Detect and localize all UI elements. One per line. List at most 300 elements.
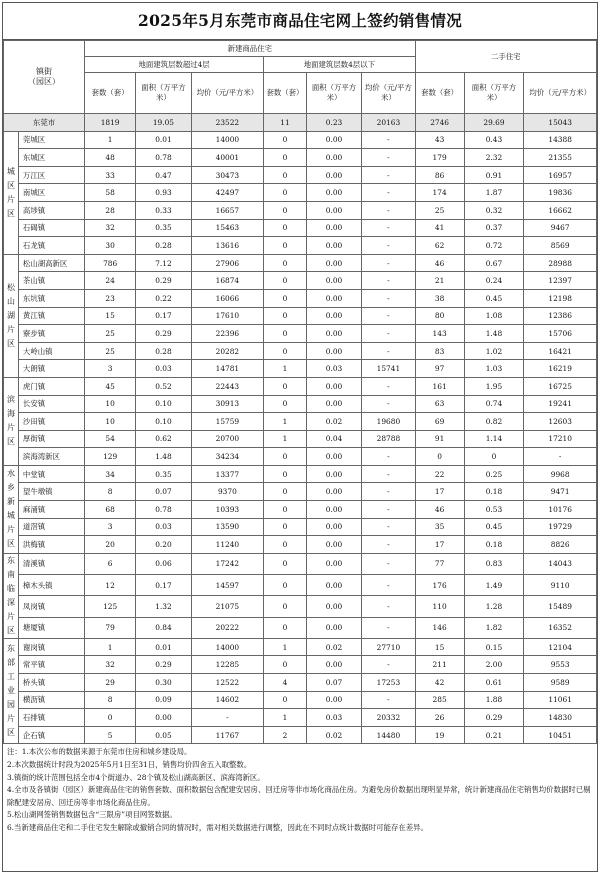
- table-row: [4, 272, 597, 290]
- table-cell: 27906: [191, 254, 264, 272]
- table-cell: 2: [264, 726, 307, 744]
- table-cell: -: [362, 656, 415, 674]
- table-cell: 9553: [524, 656, 597, 674]
- town-header: 镇街 （园区）: [4, 41, 85, 114]
- table-row: [4, 691, 597, 709]
- table-row: [4, 575, 597, 596]
- table-cell: 0.07: [306, 674, 361, 692]
- table-cell: 16421: [524, 342, 597, 360]
- table-cell: 0: [264, 575, 307, 596]
- table-cell: 9589: [524, 674, 597, 692]
- district-group-label: 松山湖片区: [4, 254, 19, 377]
- town-name: 茶山镇: [18, 272, 84, 290]
- table-row: [4, 131, 597, 149]
- table-cell: 211: [415, 656, 464, 674]
- table-cell: 0.67: [464, 254, 524, 272]
- table-cell: 0.24: [464, 272, 524, 290]
- town-name: 滨海湾新区: [18, 448, 84, 466]
- town-name: 长安镇: [18, 395, 84, 413]
- town-name: 麻涌镇: [18, 501, 84, 519]
- town-name: 石龙镇: [18, 237, 84, 255]
- table-cell: 28988: [524, 254, 597, 272]
- table-cell: 25: [85, 325, 136, 343]
- table-cell: 0.00: [306, 465, 361, 483]
- town-name: 常平镇: [18, 656, 84, 674]
- footnote: 2.本次数据统计时段为2025年5月1日至31日，销售均价四舍五入取整数。: [7, 760, 252, 769]
- table-cell: 14602: [191, 691, 264, 709]
- table-cell: 0.01: [136, 638, 191, 656]
- table-cell: 3: [85, 360, 136, 378]
- table-cell: 1.08: [464, 307, 524, 325]
- table-cell: -: [362, 149, 415, 167]
- second-hand-header: 二手住宅: [415, 41, 596, 73]
- table-cell: 1.49: [464, 575, 524, 596]
- table-row: [4, 617, 597, 638]
- table-row: [4, 465, 597, 483]
- table-cell: 38: [415, 289, 464, 307]
- table-cell: 26: [415, 709, 464, 727]
- table-cell: 0.00: [306, 272, 361, 290]
- town-name: 大朗镇: [18, 360, 84, 378]
- table-cell: 1: [264, 360, 307, 378]
- table-cell: 16219: [524, 360, 597, 378]
- town-name: 谢岗镇: [18, 638, 84, 656]
- footnote: 5.松山湖网签销售数据包含“三限房”项目网签数据。: [7, 810, 177, 820]
- table-cell: 0.22: [136, 289, 191, 307]
- table-row: [4, 289, 597, 307]
- total-value: 23522: [191, 114, 264, 132]
- table-cell: 20: [85, 536, 136, 554]
- table-cell: 19729: [524, 518, 597, 536]
- table-cell: 21075: [191, 596, 264, 617]
- table-row: [4, 674, 597, 692]
- table-row: [4, 726, 597, 744]
- table-cell: 0.02: [306, 638, 361, 656]
- table-cell: 0: [264, 149, 307, 167]
- table-cell: 285: [415, 691, 464, 709]
- table-cell: 0.00: [306, 307, 361, 325]
- table-cell: -: [362, 201, 415, 219]
- table-row: [4, 536, 597, 554]
- table-cell: 77: [415, 553, 464, 574]
- town-name: 高埗镇: [18, 201, 84, 219]
- table-cell: 0.91: [464, 166, 524, 184]
- table-cell: 17242: [191, 553, 264, 574]
- town-name: 洪梅镇: [18, 536, 84, 554]
- table-row: [4, 395, 597, 413]
- table-cell: 0.00: [306, 131, 361, 149]
- table-cell: -: [362, 166, 415, 184]
- table-cell: -: [362, 536, 415, 554]
- table-cell: 125: [85, 596, 136, 617]
- table-cell: 129: [85, 448, 136, 466]
- table-cell: 1.03: [464, 360, 524, 378]
- footnote: 3.镇街的统计范围包括全市4个街道办、28个镇及松山湖高新区、滨海湾新区。: [7, 772, 265, 782]
- town-name: 万江区: [18, 166, 84, 184]
- table-cell: 0.00: [306, 166, 361, 184]
- town-name: 道滘镇: [18, 518, 84, 536]
- table-cell: -: [362, 377, 415, 395]
- table-cell: 0: [264, 656, 307, 674]
- total-value: 15043: [524, 114, 597, 132]
- table-cell: 1.48: [464, 325, 524, 343]
- table-cell: 40001: [191, 149, 264, 167]
- table-cell: 14388: [524, 131, 597, 149]
- table-row: [4, 149, 597, 167]
- table-cell: -: [362, 395, 415, 413]
- table-cell: 1.95: [464, 377, 524, 395]
- table-cell: 0.02: [306, 413, 361, 431]
- table-cell: 0.00: [306, 536, 361, 554]
- table-cell: 0.29: [136, 325, 191, 343]
- table-cell: 9467: [524, 219, 597, 237]
- table-cell: 58: [85, 184, 136, 202]
- table-cell: 22: [415, 465, 464, 483]
- table-cell: 9968: [524, 465, 597, 483]
- table-cell: 30913: [191, 395, 264, 413]
- table-cell: -: [362, 325, 415, 343]
- total-label: 东莞市: [4, 114, 85, 132]
- table-cell: 16725: [524, 377, 597, 395]
- table-cell: -: [191, 709, 264, 727]
- table-cell: 16066: [191, 289, 264, 307]
- table-row: [4, 325, 597, 343]
- town-name: 东城区: [18, 149, 84, 167]
- table-cell: 0.28: [136, 342, 191, 360]
- table-cell: -: [362, 184, 415, 202]
- table-cell: 1.88: [464, 691, 524, 709]
- table-cell: 15: [85, 307, 136, 325]
- table-cell: 63: [415, 395, 464, 413]
- table-cell: 1.48: [136, 448, 191, 466]
- table-cell: 161: [415, 377, 464, 395]
- table-cell: -: [362, 289, 415, 307]
- table-row: [4, 166, 597, 184]
- table-cell: 0.78: [136, 149, 191, 167]
- table-cell: -: [524, 448, 597, 466]
- table-cell: 25: [85, 342, 136, 360]
- table-cell: 0.82: [464, 413, 524, 431]
- district-group-label: 东南临深片区: [4, 553, 19, 638]
- table-cell: 0.00: [306, 617, 361, 638]
- table-row: [4, 553, 597, 574]
- table-cell: 0.29: [136, 272, 191, 290]
- town-name: 樟木头镇: [18, 575, 84, 596]
- table-cell: 27710: [362, 638, 415, 656]
- table-cell: 0: [264, 465, 307, 483]
- table-cell: 6: [85, 553, 136, 574]
- table-cell: 0.00: [306, 575, 361, 596]
- table-row: [4, 219, 597, 237]
- table-cell: -: [362, 219, 415, 237]
- table-cell: 0: [264, 617, 307, 638]
- table-cell: 0: [415, 448, 464, 466]
- table-cell: 786: [85, 254, 136, 272]
- town-name: 寮步镇: [18, 325, 84, 343]
- table-cell: -: [362, 575, 415, 596]
- table-cell: 0.00: [306, 219, 361, 237]
- table-cell: 12397: [524, 272, 597, 290]
- table-cell: 19836: [524, 184, 597, 202]
- table-cell: 0.10: [136, 413, 191, 431]
- table-cell: 0.00: [306, 289, 361, 307]
- table-cell: 16657: [191, 201, 264, 219]
- table-cell: 0.03: [136, 360, 191, 378]
- table-row: [4, 501, 597, 519]
- table-cell: -: [362, 465, 415, 483]
- table-cell: 0: [85, 709, 136, 727]
- table-cell: 0.07: [136, 483, 191, 501]
- table-cell: 80: [415, 307, 464, 325]
- table-cell: -: [362, 617, 415, 638]
- table-cell: 0.00: [306, 518, 361, 536]
- table-cell: 13377: [191, 465, 264, 483]
- sales-table: [3, 40, 597, 744]
- table-cell: 0.83: [464, 553, 524, 574]
- table-row: [4, 709, 597, 727]
- table-cell: 69: [415, 413, 464, 431]
- table-cell: 110: [415, 596, 464, 617]
- table-cell: 12603: [524, 413, 597, 431]
- table-cell: 8569: [524, 237, 597, 255]
- town-name: 望牛墩镇: [18, 483, 84, 501]
- table-cell: 1.82: [464, 617, 524, 638]
- table-cell: -: [362, 342, 415, 360]
- table-row: [4, 184, 597, 202]
- table-cell: 34234: [191, 448, 264, 466]
- table-cell: 0.00: [306, 596, 361, 617]
- table-cell: 2.00: [464, 656, 524, 674]
- table-cell: 0: [264, 536, 307, 554]
- table-cell: 7.12: [136, 254, 191, 272]
- table-cell: 14000: [191, 131, 264, 149]
- town-name: 东坑镇: [18, 289, 84, 307]
- table-cell: 176: [415, 575, 464, 596]
- table-cell: 46: [415, 501, 464, 519]
- table-cell: 0: [264, 395, 307, 413]
- table-cell: 0: [264, 254, 307, 272]
- table-cell: 9471: [524, 483, 597, 501]
- table-cell: 15489: [524, 596, 597, 617]
- footnotes: [3, 744, 597, 836]
- town-name: 沙田镇: [18, 413, 84, 431]
- table-row: [4, 342, 597, 360]
- town-name: 石排镇: [18, 709, 84, 727]
- table-cell: 9370: [191, 483, 264, 501]
- table-cell: 3: [85, 518, 136, 536]
- table-cell: 0.35: [136, 219, 191, 237]
- table-cell: 12: [85, 575, 136, 596]
- table-cell: 14781: [191, 360, 264, 378]
- table-cell: -: [362, 272, 415, 290]
- table-cell: 15759: [191, 413, 264, 431]
- table-cell: 0.01: [136, 131, 191, 149]
- table-cell: 0: [264, 289, 307, 307]
- town-name: 松山湖高新区: [18, 254, 84, 272]
- table-cell: 0.62: [136, 430, 191, 448]
- table-cell: 0: [264, 518, 307, 536]
- table-cell: 0.17: [136, 307, 191, 325]
- table-cell: 10: [85, 413, 136, 431]
- table-cell: 0: [264, 501, 307, 519]
- table-cell: 16352: [524, 617, 597, 638]
- table-cell: 15706: [524, 325, 597, 343]
- table-cell: 17253: [362, 674, 415, 692]
- table-cell: 8: [85, 691, 136, 709]
- table-cell: 10: [85, 395, 136, 413]
- town-name: 塘厦镇: [18, 617, 84, 638]
- table-cell: 0.20: [136, 536, 191, 554]
- table-cell: 0: [464, 448, 524, 466]
- table-cell: 83: [415, 342, 464, 360]
- table-cell: 20222: [191, 617, 264, 638]
- table-row: [4, 656, 597, 674]
- table-cell: 179: [415, 149, 464, 167]
- table-cell: 1: [264, 638, 307, 656]
- town-name: 石碣镇: [18, 219, 84, 237]
- table-cell: -: [362, 483, 415, 501]
- table-cell: -: [362, 448, 415, 466]
- table-row: [4, 483, 597, 501]
- table-cell: 21: [415, 272, 464, 290]
- table-cell: 42497: [191, 184, 264, 202]
- table-cell: 8826: [524, 536, 597, 554]
- table-cell: -: [362, 254, 415, 272]
- table-cell: 79: [85, 617, 136, 638]
- table-cell: 22396: [191, 325, 264, 343]
- table-cell: 0: [264, 325, 307, 343]
- town-name: 大岭山镇: [18, 342, 84, 360]
- table-row: [4, 237, 597, 255]
- table-cell: 54: [85, 430, 136, 448]
- table-cell: 17610: [191, 307, 264, 325]
- town-name: 南城区: [18, 184, 84, 202]
- table-cell: 17: [415, 536, 464, 554]
- col-area: 面积（万平方米）: [306, 73, 361, 114]
- table-cell: 91: [415, 430, 464, 448]
- table-row: [4, 254, 597, 272]
- table-cell: 15463: [191, 219, 264, 237]
- table-row: [4, 360, 597, 378]
- table-row: [4, 596, 597, 617]
- table-cell: 143: [415, 325, 464, 343]
- table-cell: 12198: [524, 289, 597, 307]
- total-value: 1819: [85, 114, 136, 132]
- table-cell: 0.00: [306, 325, 361, 343]
- town-name: 虎门镇: [18, 377, 84, 395]
- table-cell: 1.87: [464, 184, 524, 202]
- table-cell: 9110: [524, 575, 597, 596]
- table-cell: 0.00: [306, 483, 361, 501]
- table-cell: 12386: [524, 307, 597, 325]
- table-row: [4, 430, 597, 448]
- table-cell: 46: [415, 254, 464, 272]
- table-cell: 14043: [524, 553, 597, 574]
- table-cell: 17210: [524, 430, 597, 448]
- town-name: 清溪镇: [18, 553, 84, 574]
- table-cell: 0.00: [306, 184, 361, 202]
- table-cell: 0.74: [464, 395, 524, 413]
- table-cell: 8: [85, 483, 136, 501]
- table-cell: 68: [85, 501, 136, 519]
- table-cell: 17: [415, 483, 464, 501]
- table-cell: 0.45: [464, 289, 524, 307]
- table-cell: 0.03: [136, 518, 191, 536]
- table-cell: 0: [264, 691, 307, 709]
- town-name: 桥头镇: [18, 674, 84, 692]
- table-cell: 45: [85, 377, 136, 395]
- footnote: 4.全市及各镇街（园区）新建商品住宅的销售套数、面积数据包含配建安居房、回迁房等非市场化商品住房。为避免房价数据出现明显异常，统计新建商品住宅销售均价数据时已剔除配建安居房、回迁房等非市场化商品住房。: [7, 785, 591, 807]
- table-cell: 0: [264, 131, 307, 149]
- total-value: 0.23: [306, 114, 361, 132]
- table-row: [4, 413, 597, 431]
- table-row: [4, 201, 597, 219]
- district-group-label: 东部工业园片区: [4, 638, 19, 744]
- table-cell: 2.32: [464, 149, 524, 167]
- table-cell: 0.53: [464, 501, 524, 519]
- table-cell: 1: [264, 709, 307, 727]
- table-cell: 35: [415, 518, 464, 536]
- table-cell: 12285: [191, 656, 264, 674]
- table-cell: 0.00: [306, 201, 361, 219]
- table-cell: 146: [415, 617, 464, 638]
- table-cell: 20282: [191, 342, 264, 360]
- table-row: [4, 448, 597, 466]
- table-cell: 0.29: [464, 709, 524, 727]
- table-cell: 0.43: [464, 131, 524, 149]
- table-cell: 43: [415, 131, 464, 149]
- col-price: 均价（元/平方米）: [362, 73, 415, 114]
- table-cell: 0.00: [136, 709, 191, 727]
- table-cell: 22443: [191, 377, 264, 395]
- table-cell: 30: [85, 237, 136, 255]
- table-cell: 29: [85, 674, 136, 692]
- table-cell: 19241: [524, 395, 597, 413]
- report-page: [2, 2, 598, 872]
- table-cell: 0.30: [136, 674, 191, 692]
- table-cell: 0.45: [464, 518, 524, 536]
- table-cell: 1.28: [464, 596, 524, 617]
- table-cell: 0.00: [306, 553, 361, 574]
- table-cell: 4: [264, 674, 307, 692]
- table-cell: 174: [415, 184, 464, 202]
- table-cell: 1: [85, 638, 136, 656]
- table-cell: 33: [85, 166, 136, 184]
- town-name: 凤岗镇: [18, 596, 84, 617]
- table-cell: 13616: [191, 237, 264, 255]
- table-cell: 0.09: [136, 691, 191, 709]
- footnote: 注：1.本次公布的数据来源于东莞市住房和城乡建设局。: [7, 747, 192, 757]
- table-cell: 15: [415, 638, 464, 656]
- table-cell: 34: [85, 465, 136, 483]
- table-cell: 0.15: [464, 638, 524, 656]
- table-cell: 0.00: [306, 501, 361, 519]
- table-cell: 0.04: [306, 430, 361, 448]
- table-cell: 1.02: [464, 342, 524, 360]
- table-cell: 20700: [191, 430, 264, 448]
- table-cell: 0.61: [464, 674, 524, 692]
- town-name: 企石镇: [18, 726, 84, 744]
- town-name: 莞城区: [18, 131, 84, 149]
- table-row: [4, 307, 597, 325]
- table-cell: 0.17: [136, 575, 191, 596]
- table-cell: 0.72: [464, 237, 524, 255]
- table-cell: 10393: [191, 501, 264, 519]
- table-cell: 0.32: [464, 201, 524, 219]
- table-cell: 0: [264, 342, 307, 360]
- table-cell: 11767: [191, 726, 264, 744]
- table-cell: 0.28: [136, 237, 191, 255]
